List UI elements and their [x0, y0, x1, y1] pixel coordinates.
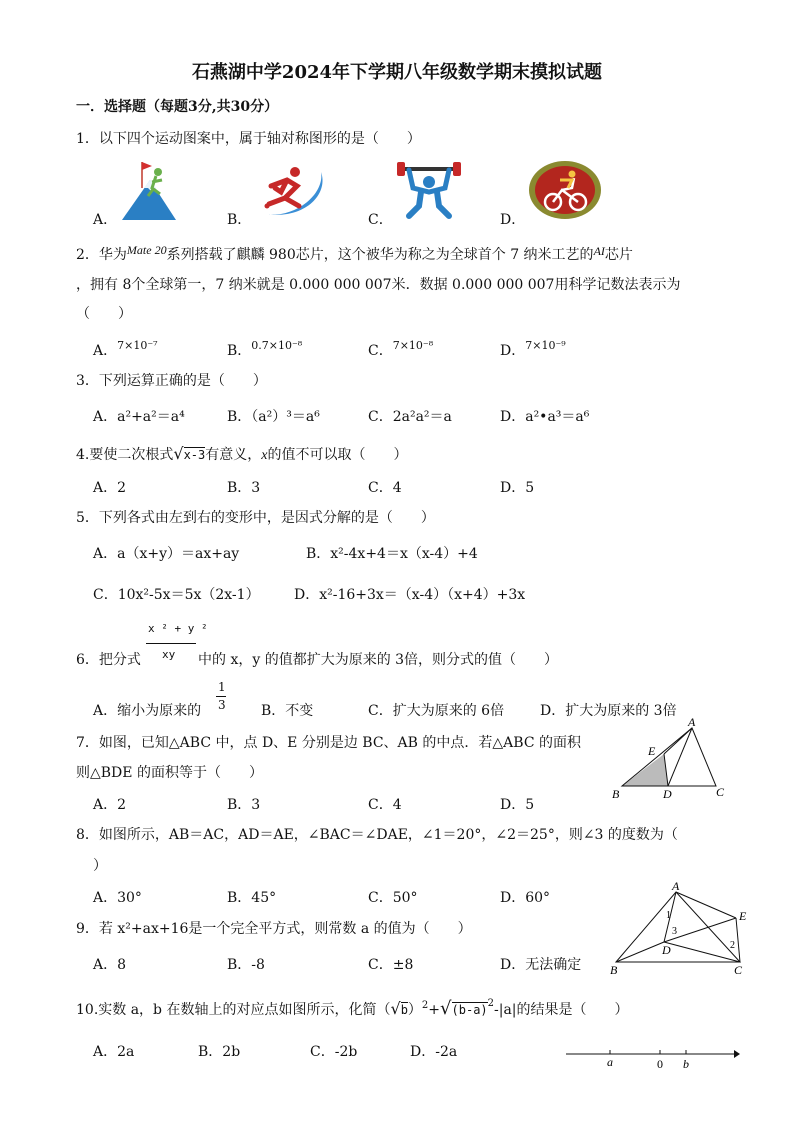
q3-option-b: B．（a²）³＝a⁶: [227, 409, 320, 425]
q8-label-a: A: [672, 880, 680, 893]
q7-label-a: A: [688, 715, 696, 729]
q10-option-a: A．2a: [93, 1044, 135, 1060]
q5-option-a: A．a（x+y）＝ax+ay: [93, 546, 240, 562]
cyclist-icon: [528, 160, 602, 220]
q2-stem-a: 2．华为: [76, 247, 127, 263]
q8-option-c: C．50°: [368, 890, 418, 906]
q1-option-c: C．: [368, 212, 393, 228]
q10-option-c: C．-2b: [310, 1044, 358, 1060]
q10-radicand-2: (b-a): [451, 1003, 488, 1017]
q4-stem-a: 4.要使二次根式: [76, 447, 174, 463]
q10-stem-a: 10.实数 a，b 在数轴上的对应点如图所示，化简（: [76, 1002, 391, 1018]
page-title: 石燕湖中学2024年下学期八年级数学期末摸拟试题: [191, 62, 603, 83]
q4-option-d: D．5: [500, 480, 535, 496]
q8-angle-1: 1: [666, 910, 671, 921]
q6-option-c: C．扩大为原来的 6倍: [368, 703, 505, 719]
q10-axis-a: a: [607, 1055, 613, 1069]
q10-axis-b: b: [683, 1057, 689, 1071]
q7-stem-line1: 7．如图，已知△ABC 中，点 D、E 分别是边 BC、AB 的中点．若△ABC 的面积: [76, 735, 581, 751]
q6-stem-a: 6．把分式: [76, 652, 141, 668]
q6-frac-bar: [216, 696, 226, 697]
mountain-climber-icon: [118, 158, 178, 222]
q4-radicand: x-3: [183, 448, 206, 462]
q6-frac-den: 3: [218, 698, 226, 712]
q8-label-c: C: [734, 963, 743, 976]
q10-radicand-1: b: [400, 1003, 408, 1017]
q2-mate: Mate 20: [126, 243, 167, 257]
q7-option-a: A．2: [93, 797, 127, 813]
q2-option-c-label: C．: [368, 343, 393, 359]
q2-stem-b: 系列搭载了麒麟 980芯片，这个被华为称之为全球首个 7 纳米工艺的: [166, 247, 594, 263]
q2-option-c: 7×10⁻⁸: [392, 339, 434, 352]
q7-option-b: B．3: [227, 797, 261, 813]
q7-label-b: B: [612, 787, 620, 801]
q9-option-b: B．-8: [227, 957, 265, 973]
q6-option-a: A．缩小为原来的: [93, 703, 202, 719]
q3-option-d: D．a²•a³＝a⁶: [500, 409, 590, 425]
q2-stem-c: 芯片: [604, 247, 633, 263]
q1-option-b: B．: [227, 212, 252, 228]
q4-x: x: [261, 448, 268, 463]
q8-option-a: A．30°: [93, 890, 142, 906]
q4-stem-b: 有意义，: [205, 447, 262, 463]
q10-option-b: B．2b: [198, 1044, 241, 1060]
q10-stem-c: -|a|的结果是（ ）: [494, 1002, 629, 1018]
q8-label-e: E: [739, 909, 747, 923]
q2-option-a-label: A．: [93, 343, 118, 359]
q7-label-e: E: [648, 744, 656, 758]
q5-stem: 5．下列各式由左到右的变形中，是因式分解的是（ ）: [76, 510, 435, 526]
q6-numerator: x ² + y ²: [148, 622, 208, 635]
runner-icon: [255, 164, 329, 220]
q8-stem-line1: 8．如图所示，AB＝AC，AD＝AE，∠BAC＝∠DAE，∠1＝20°，∠2＝25°，则∠3 的度数为（: [76, 827, 678, 843]
q2-option-b: 0.7×10⁻⁸: [251, 339, 303, 352]
q6-option-d: D．扩大为原来的 3倍: [540, 703, 677, 719]
q8-angle-3: 3: [672, 926, 677, 937]
q6-stem-b: 中的 x，y 的值都扩大为原来的 3倍，则分式的值（ ）: [198, 652, 559, 668]
q2-option-d: 7×10⁻⁹: [525, 339, 566, 352]
q8-option-b: B．45°: [227, 890, 277, 906]
q9-stem: 9．若 x²+ax+16是一个完全平方式，则常数 a 的值为（ ）: [76, 921, 472, 937]
q6-frac-num: 1: [218, 680, 226, 694]
q10-number-line: [562, 1044, 742, 1074]
q7-label-d: D: [663, 787, 672, 801]
q8-angle-2: 2: [730, 940, 735, 951]
q3-option-c: C．2a²a²＝a: [368, 409, 452, 425]
q7-triangle-figure: [608, 712, 734, 804]
q1-option-d: D．: [500, 212, 526, 228]
q1-stem: 1．以下四个运动图案中，属于轴对称图形的是（ ）: [76, 131, 421, 147]
q9-option-d: D．无法确定: [500, 957, 582, 973]
q10-stem-b: ）: [407, 1002, 422, 1018]
section-heading: 一．选择题（每题3分,共30分）: [76, 99, 279, 115]
q8-stem-line2: ）: [93, 858, 107, 874]
q10-exp-1: 2: [421, 1000, 429, 1011]
q1-option-a: A．: [93, 212, 118, 228]
q10-axis-zero: 0: [657, 1057, 663, 1071]
q10-option-d: D．-2a: [410, 1044, 458, 1060]
q8-label-d: D: [662, 943, 671, 957]
q7-label-c: C: [716, 785, 725, 799]
q2-option-a: 7×10⁻⁷: [117, 339, 158, 352]
q2-option-b-label: B．: [227, 343, 252, 359]
q7-option-d: D．5: [500, 797, 535, 813]
q2-option-d-label: D．: [500, 343, 526, 359]
q2-stem-line2: ，拥有 8个全球第一，7 纳米就是 0.000 000 007米．数据 0.000 000 007用科学记数法表示为: [76, 277, 681, 293]
q5-option-c: C．10x²-5x＝5x（2x-1）: [93, 587, 260, 603]
q4-option-a: A．2: [93, 480, 127, 496]
q3-option-a: A．a²+a²＝a⁴: [93, 409, 185, 425]
weightlifter-icon: [393, 158, 465, 220]
q7-stem-line2: 则△BDE 的面积等于（ ）: [76, 765, 263, 781]
q8-label-b: B: [610, 963, 618, 976]
q6-option-b: B．不变: [261, 703, 314, 719]
q8-option-d: D．60°: [500, 890, 551, 906]
q2-ai: AI: [593, 244, 605, 258]
q10-plus: +: [428, 1002, 441, 1018]
q7-option-c: C．4: [368, 797, 402, 813]
q2-stem-line3: （ ）: [76, 306, 132, 322]
q10-exp-2: 2: [487, 998, 495, 1009]
q4-option-b: B．3: [227, 480, 261, 496]
q5-option-b: B．x²-4x+4＝x（x-4）+4: [306, 546, 478, 562]
q4-option-c: C．4: [368, 480, 402, 496]
q4-stem-c: 的值不可以取（ ）: [267, 447, 408, 463]
q8-triangle-figure: [606, 880, 754, 976]
q3-stem: 3．下列运算正确的是（ ）: [76, 373, 267, 389]
q6-fraction-bar: [146, 643, 196, 644]
q5-option-d: D．x²-16+3x＝（x-4）（x+4）+3x: [294, 587, 526, 603]
q6-denominator: xy: [162, 648, 176, 661]
q9-option-c: C．±8: [368, 957, 414, 973]
q9-option-a: A．8: [93, 957, 127, 973]
